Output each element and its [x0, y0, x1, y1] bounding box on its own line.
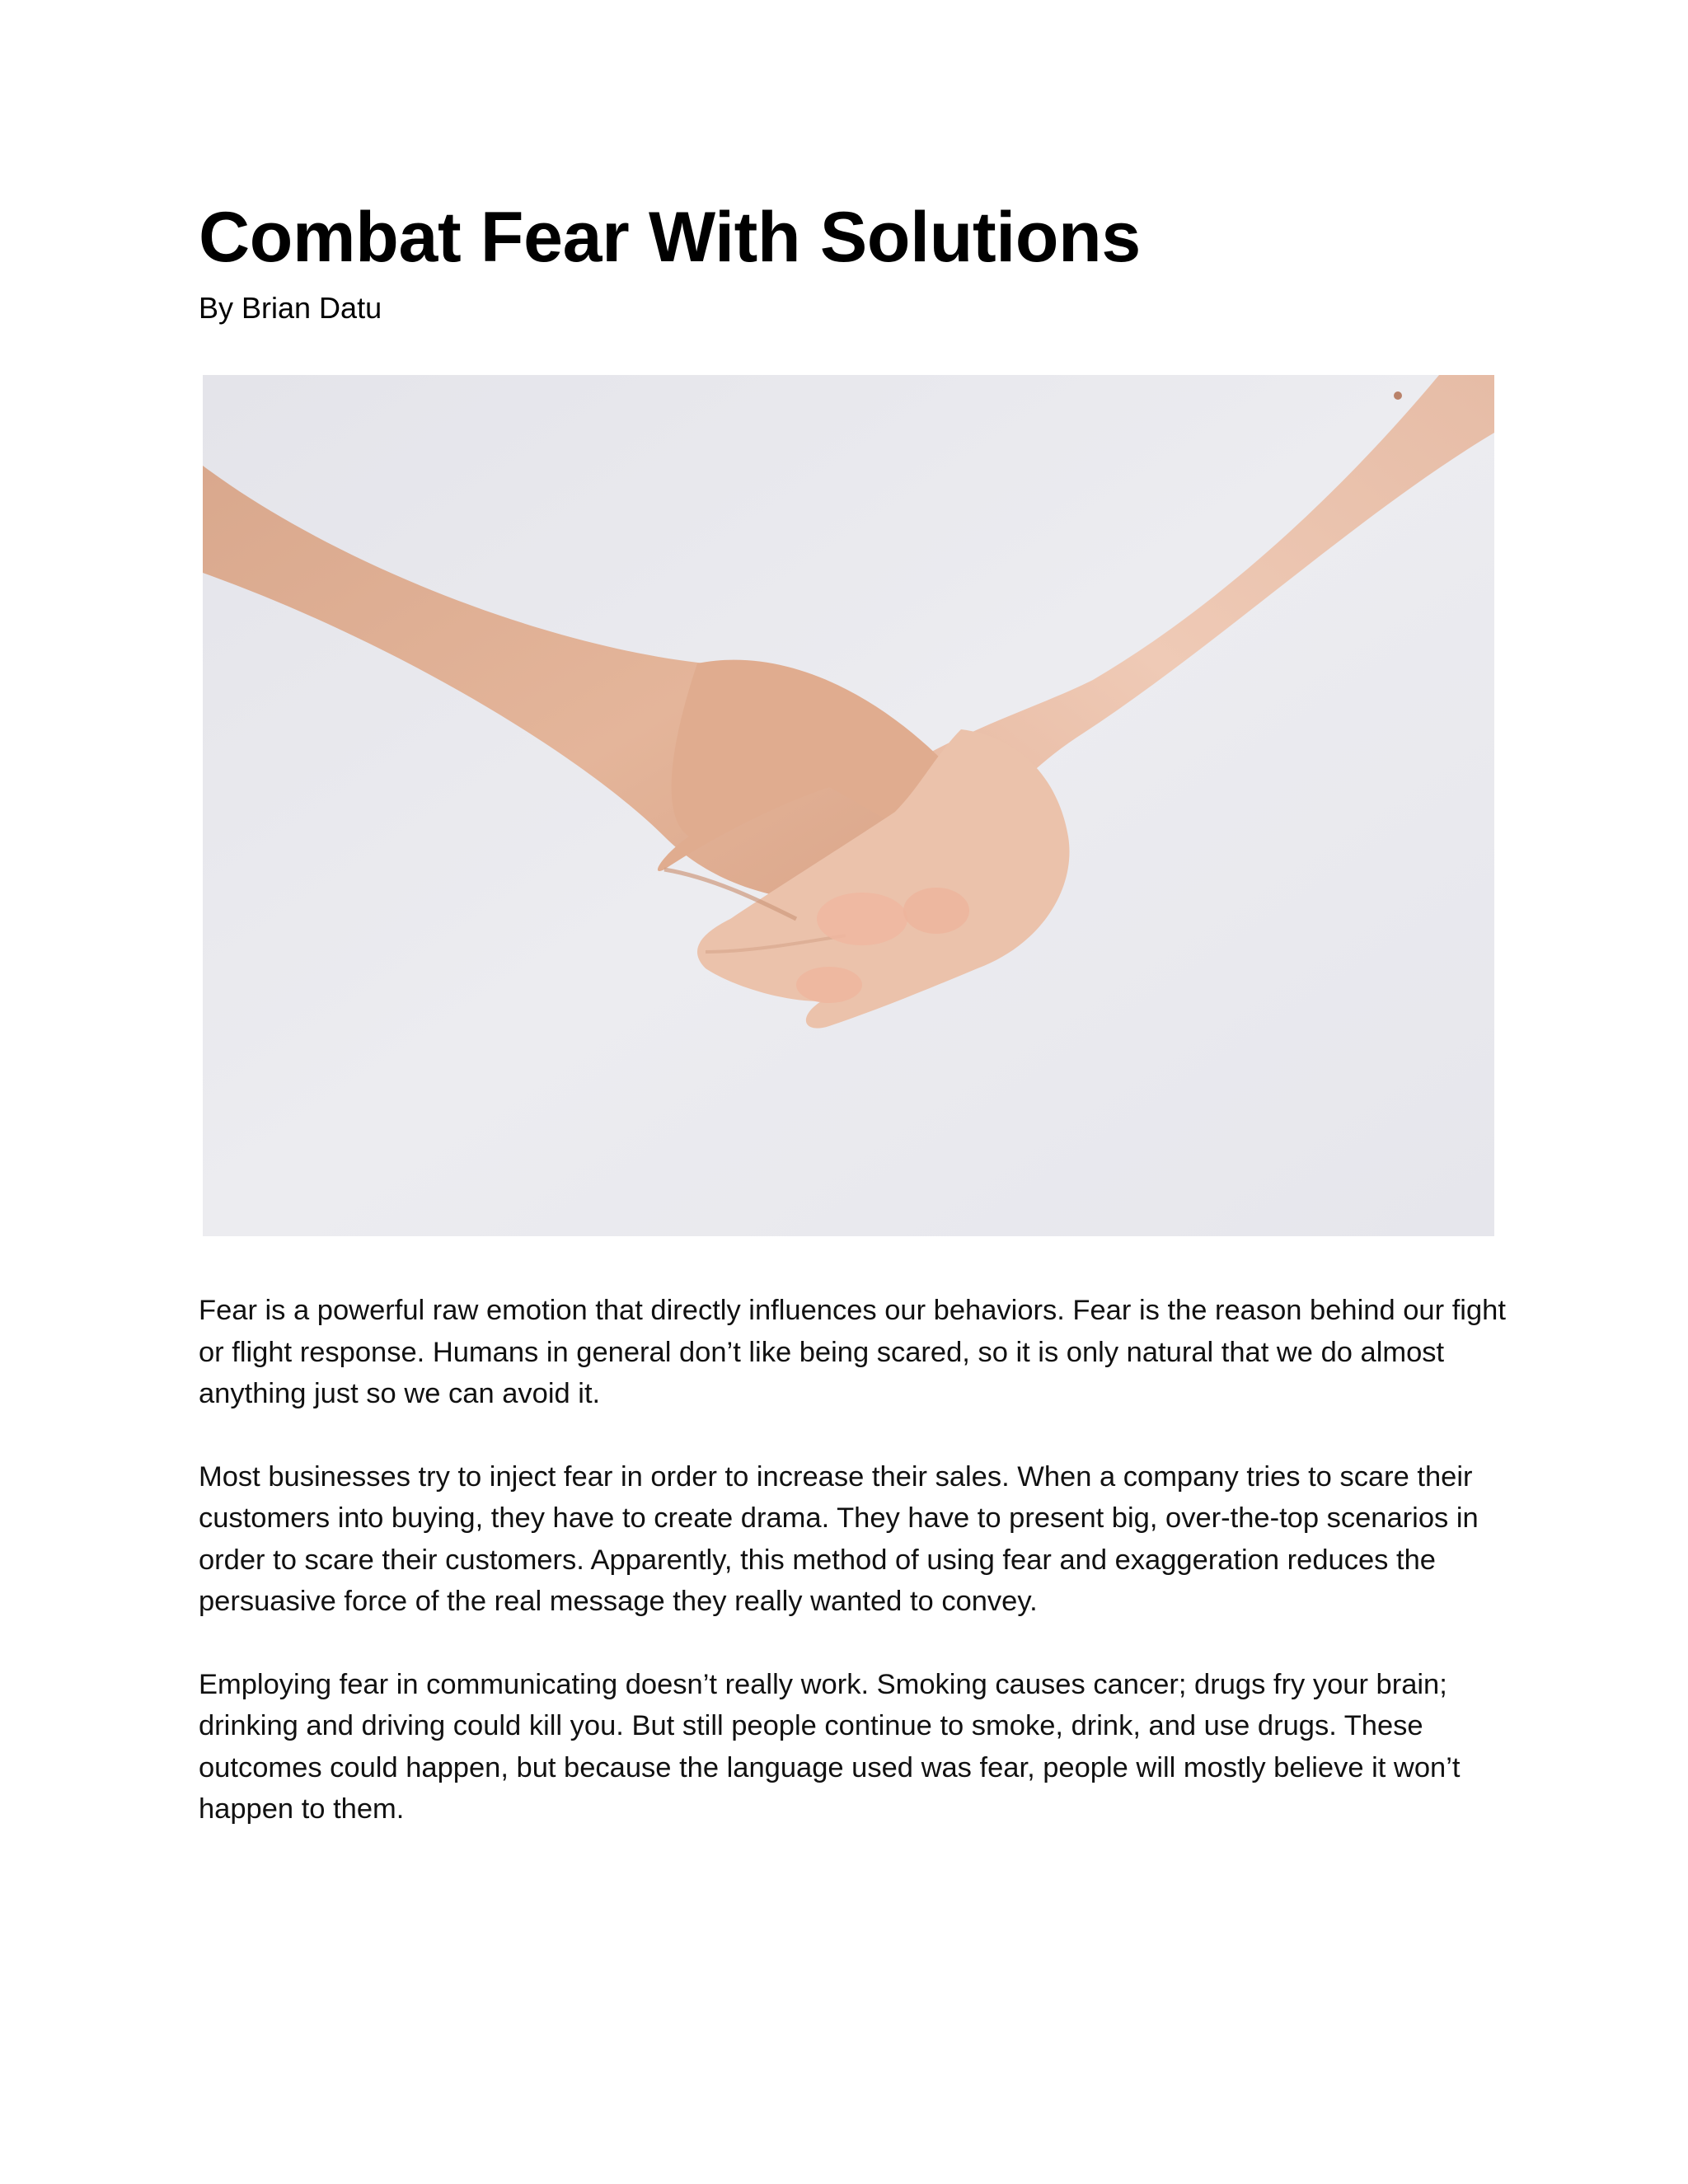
- paragraph-2: Most businesses try to inject fear in order to increase their sales. When a company tries to scare their customers into buying, they have to create drama. They have to present big, over-the-top scenarios in order to scare their customers. Apparently, this method of using fear and exaggeration reduces the persuasive force of the real message they really wanted to convey.: [199, 1460, 1479, 1617]
- article-body: [199, 1290, 1517, 1872]
- article-photo-holding-hands: [203, 375, 1494, 1236]
- paragraph-1: Fear is a powerful raw emotion that directly influences our behaviors. Fear is the reason behind our fight or flight response. Humans in general don’t like being scared, so it is only natural that we do almost anything just so we can avoid it.: [199, 1295, 1506, 1409]
- article-byline: By Brian Datu: [199, 291, 382, 325]
- paragraph-3: Employing fear in communicating doesn’t really work. Smoking causes cancer; drugs fry your brain; drinking and driving could kill you. But still people continue to smoke, drink, and use drugs. These outcomes could happen, but because the language used was fear, people will mostly believe it won’t happen to them.: [199, 1668, 1461, 1825]
- article-title: Combat Fear With Solutions: [199, 198, 1141, 277]
